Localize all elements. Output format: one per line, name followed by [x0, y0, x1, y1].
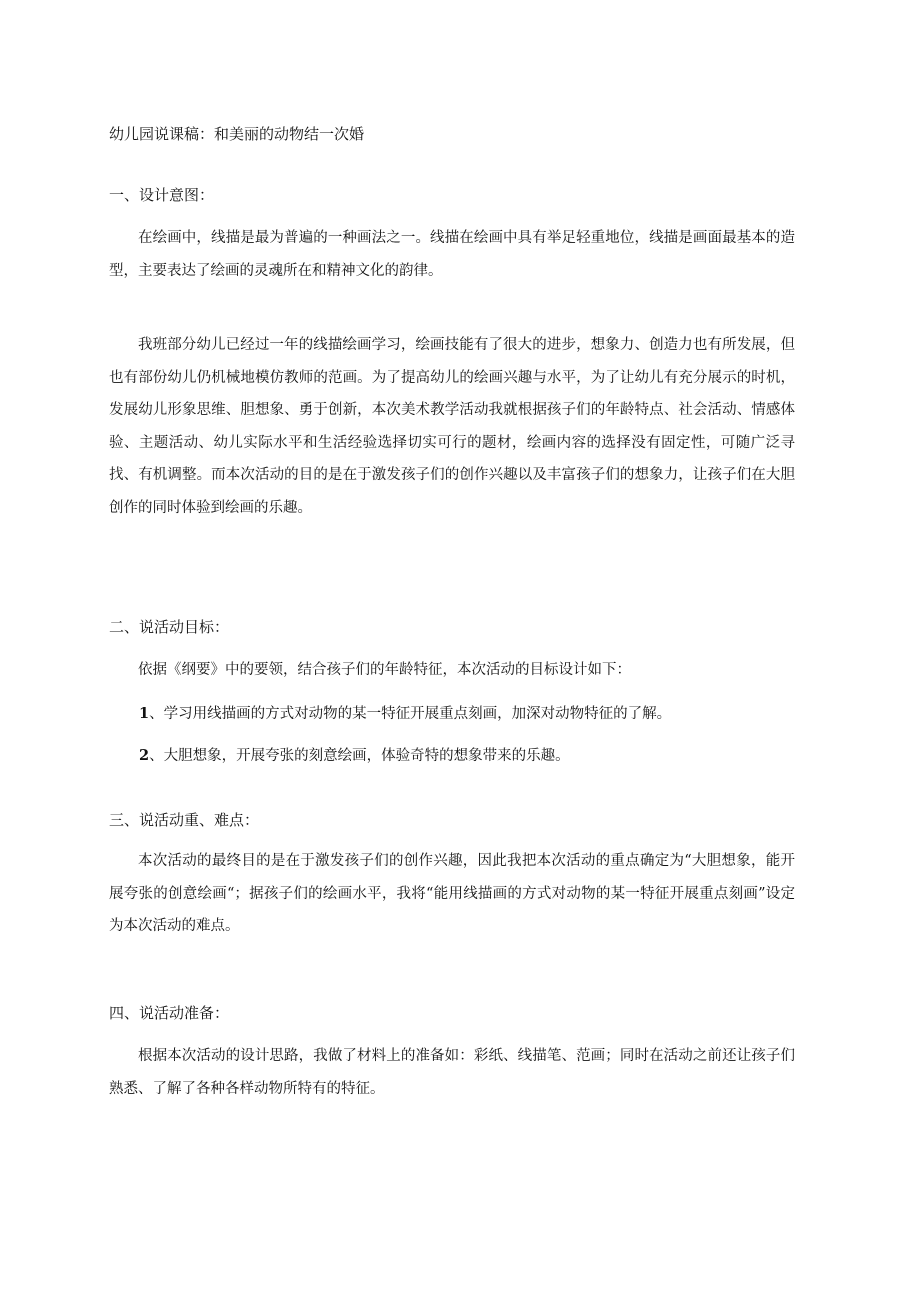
section-heading-activity-goals: 二、说活动目标：	[109, 618, 230, 636]
paragraph-class-background: 我班部分幼儿已经过一年的线描绘画学习，绘画技能有了很大的进步，想象力、创造力也有所发展，但也有部份幼儿仍机械地模仿教师的范画。为了提高幼儿的绘画兴趣与水平，为了让幼儿有充分展示的时机，发展幼儿形象思维、胆想象、勇于创新，本次美术教学活动我就根据孩子们的年龄特点、社会活动、情感体验、主题活动、幼儿实际水平和生活经验选择切实可行的题材，绘画内容的选择没有固定性，可随广泛寻找、有机调整。而本次活动的目的是在于激发孩子们的创作兴趣以及丰富孩子们的想象力，让孩子们在大胆创作的同时体验到绘画的乐趣。	[109, 337, 795, 516]
section-heading-key-points: 三、说活动重、难点：	[109, 811, 260, 829]
goal-item-number: 2	[139, 747, 150, 764]
goal-item-2	[139, 746, 570, 766]
paragraph-goals-intro: 依据《纲要》中的要领，结合孩子们的年龄特征，本次活动的目标设计如下：	[138, 662, 631, 678]
paragraph-key-points: 本次活动的最终目的是在于激发孩子们的创作兴趣，因此我把本次活动的重点确定为“大胆想象，能开展夸张的创意绘画“；据孩子们的绘画水平，我将“能用线描画的方式对动物的某一特征开展重点刻画”设定为本次活动的难点。	[109, 853, 795, 934]
paragraph-preparation: 根据本次活动的设计思路，我做了材料上的准备如：彩纸、线描笔、范画；同时在活动之前还让孩子们熟悉、了解了各种各样动物所特有的特征。	[109, 1048, 795, 1097]
document-title: 幼儿园说课稿：和美丽的动物结一次婚	[109, 125, 365, 143]
goal-item-text: 、学习用线描画的方式对动物的某一特征开展重点刻画，加深对动物特征的了解。	[149, 706, 672, 722]
section-heading-preparation: 四、说活动准备：	[109, 1004, 230, 1022]
goal-item-number: 1	[139, 705, 150, 722]
goal-item-text: 、大胆想象，开展夸张的刻意绘画，体验奇特的想象带来的乐趣。	[149, 748, 570, 764]
goal-item-1	[139, 704, 671, 724]
section-heading-design-intent: 一、设计意图：	[109, 186, 215, 204]
paragraph-line-drawing-intro: 在绘画中，线描是最为普遍的一种画法之一。线描在绘画中具有举足轻重地位，线描是画面最基本的造型，主要表达了绘画的灵魂所在和精神文化的韵律。	[109, 230, 795, 279]
